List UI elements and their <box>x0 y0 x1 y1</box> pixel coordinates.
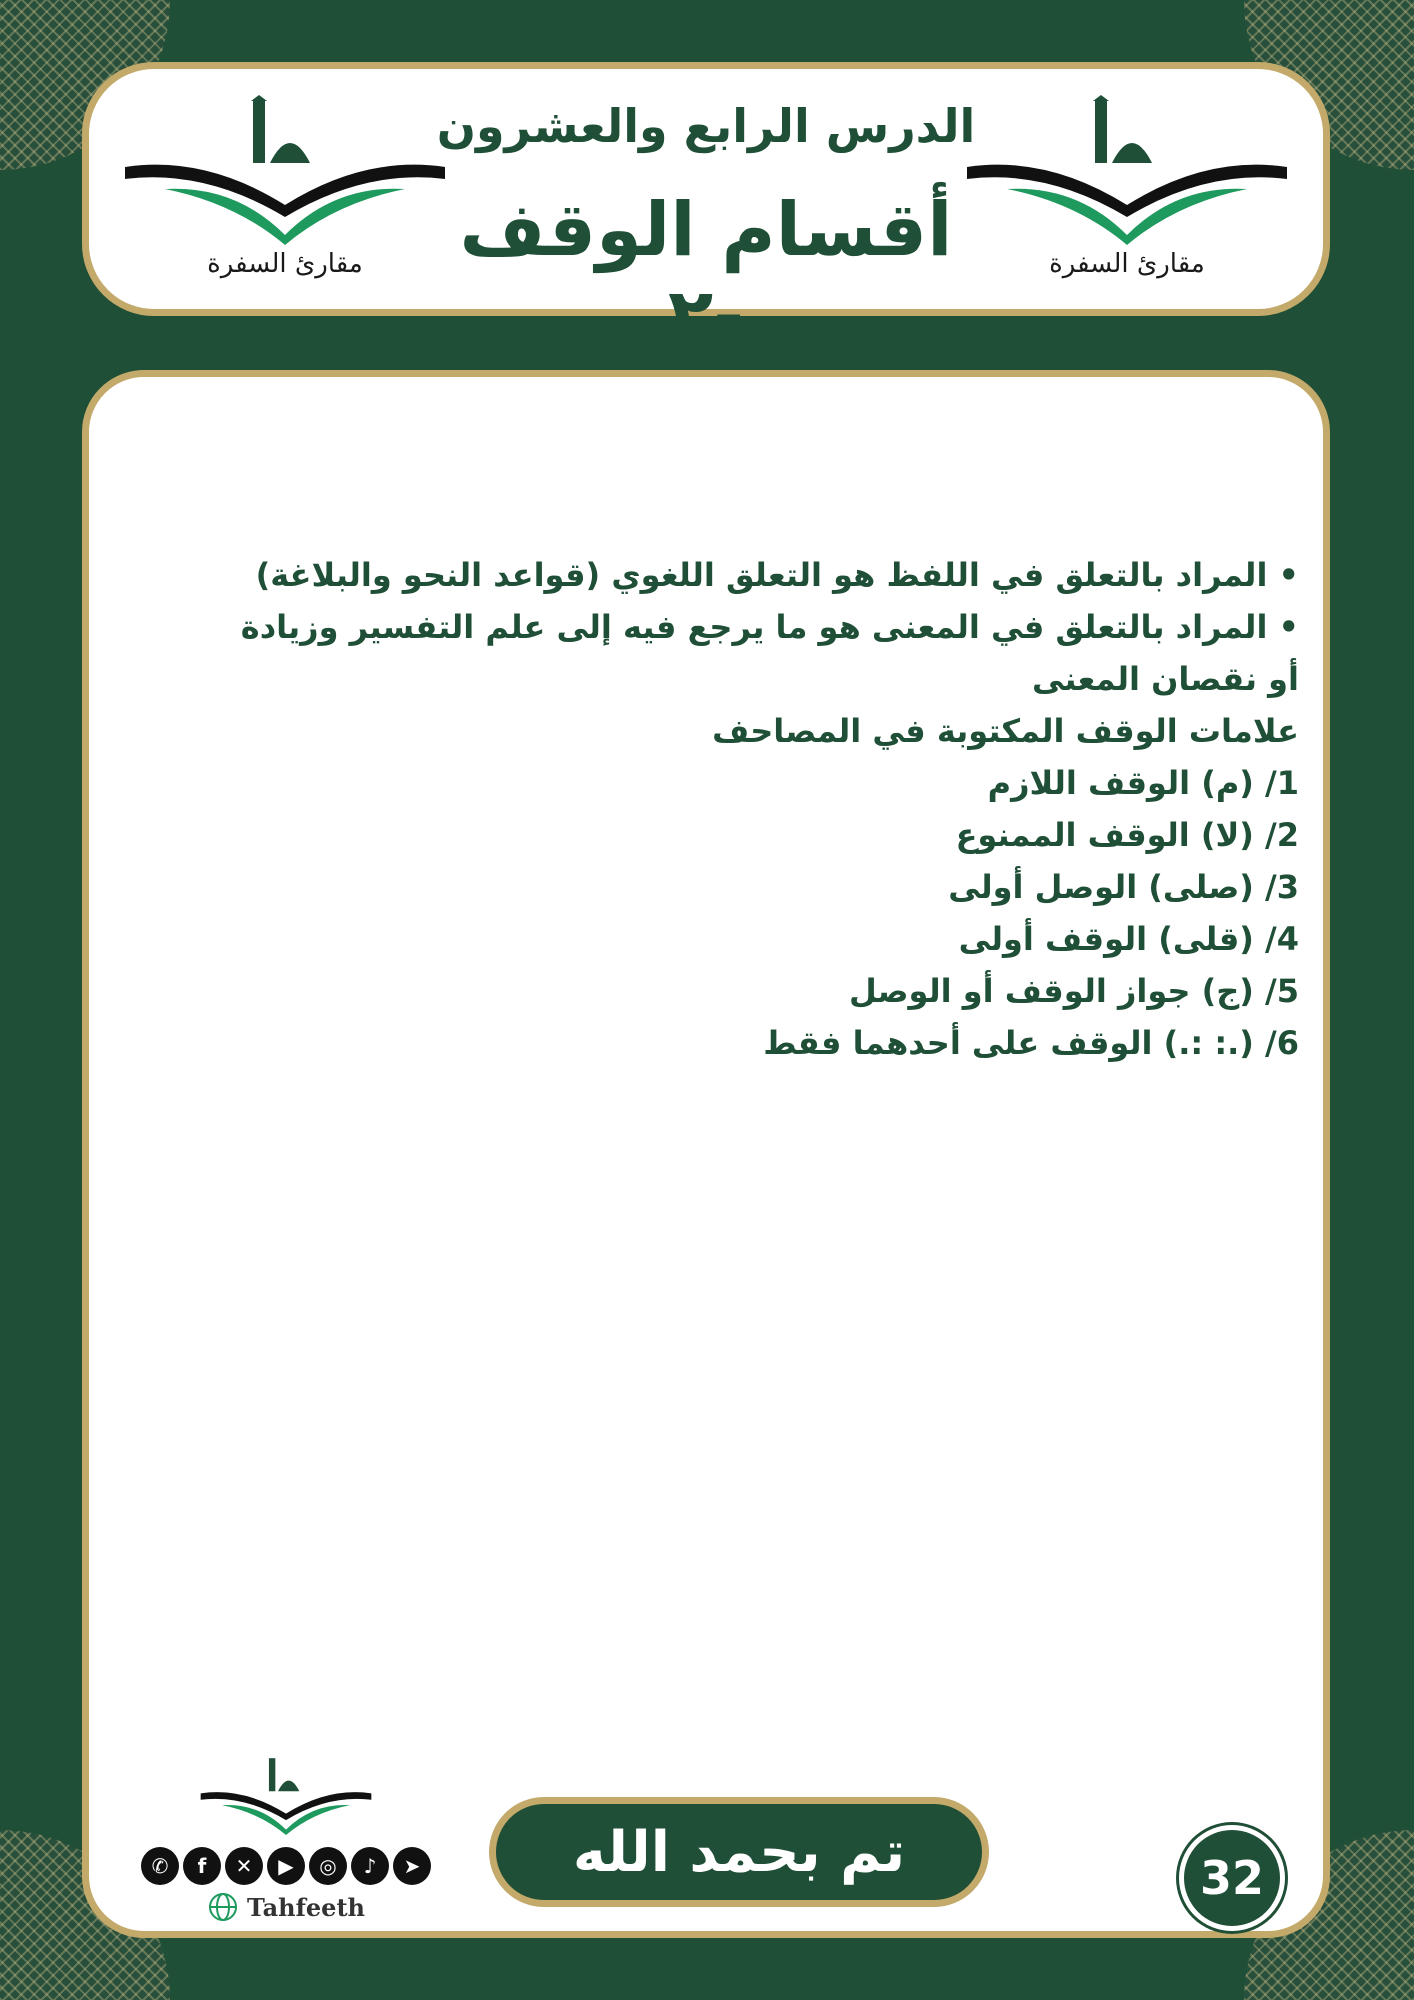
content-panel <box>82 370 1330 1938</box>
list-item: 5/ (ج) جواز الوقف أو الوصل <box>849 972 1299 1010</box>
header-panel <box>82 62 1330 359</box>
logo-left <box>125 95 445 285</box>
tiktok-icon[interactable]: ♪ <box>351 1847 389 1885</box>
page-number-badge: 32 <box>1179 1825 1285 1931</box>
whatsapp-icon[interactable]: ✆ <box>141 1847 179 1885</box>
list-item: 1/ (م) الوقف اللازم <box>987 764 1299 802</box>
end-banner: تم بحمد الله <box>489 1797 989 1907</box>
social-icons <box>141 1847 431 1885</box>
x-icon[interactable]: ✕ <box>225 1847 263 1885</box>
brand-name[interactable]: Tahfeeth <box>247 1892 365 1922</box>
logo-caption-left: مقارئ السفرة <box>207 249 363 279</box>
telegram-icon[interactable]: ➤ <box>393 1847 431 1885</box>
lesson-title: أقسام الوقف -٢ <box>459 187 953 359</box>
list-item: 3/ (صلى) الوصل أولى <box>948 868 1299 906</box>
lesson-number: الدرس الرابع والعشرون <box>436 99 976 153</box>
list-item: 2/ (لا) الوقف الممنوع <box>955 816 1299 854</box>
list-item: 4/ (قلى) الوقف أولى <box>958 920 1299 958</box>
list-item: 6/ (.: :.) الوقف على أحدهما فقط <box>763 1024 1299 1062</box>
logo-right <box>967 95 1287 285</box>
content-line: • المراد بالتعلق في اللفظ هو التعلق اللغوي (قواعد النحو والبلاغة) <box>255 556 1299 594</box>
section-heading: علامات الوقف المكتوبة في المصاحف <box>712 712 1299 750</box>
logo-caption-right: مقارئ السفرة <box>1049 249 1205 279</box>
youtube-icon[interactable]: ▶ <box>267 1847 305 1885</box>
footer-logo <box>141 1755 431 1925</box>
lesson-content <box>199 549 1299 1069</box>
globe-icon <box>207 1891 239 1923</box>
book-mosque-icon <box>141 1755 431 1835</box>
book-mosque-icon <box>125 95 445 245</box>
book-mosque-icon <box>967 95 1287 245</box>
content-line: • المراد بالتعلق في المعنى هو ما يرجع فيه إلى علم التفسير وزيادة أو نقصان المعنى <box>240 608 1299 698</box>
brand-row <box>141 1891 431 1923</box>
instagram-icon[interactable]: ◎ <box>309 1847 347 1885</box>
facebook-icon[interactable]: f <box>183 1847 221 1885</box>
